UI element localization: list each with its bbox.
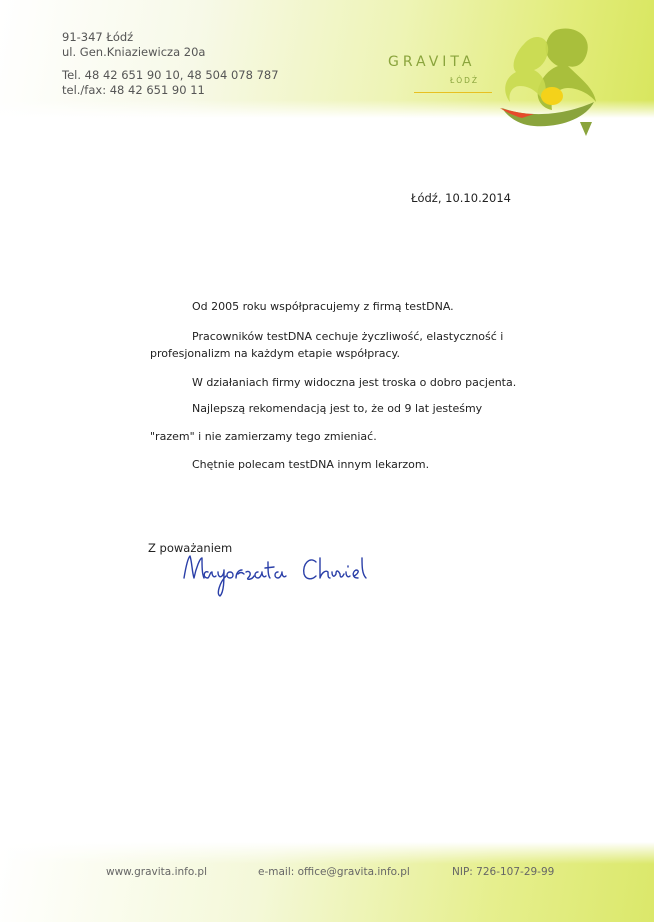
footer-website: www.gravita.info.pl xyxy=(106,866,208,878)
brand-underline xyxy=(414,92,492,93)
phone-line: Tel. 48 42 651 90 10, 48 504 078 787 xyxy=(62,68,279,82)
address-line-postal: 91-347 Łódź xyxy=(62,30,134,44)
gravita-logo-icon xyxy=(494,22,606,140)
sender-address xyxy=(62,30,279,98)
footer-email: e-mail: office@gravita.info.pl xyxy=(258,866,410,878)
brand-city: ŁÓDŹ xyxy=(450,76,480,85)
paragraph-3: W działaniach firmy widoczna jest troska o dobro pacjenta. xyxy=(192,376,517,389)
footer-nip: NIP: 726-107-29-99 xyxy=(452,866,555,878)
paragraph-2: Pracowników testDNA cechuje życzliwość, elastyczność i xyxy=(192,330,504,343)
footer-band xyxy=(0,842,654,922)
paragraph-4b: "razem" i nie zamierzamy tego zmieniać. xyxy=(150,430,377,443)
handwritten-signature xyxy=(180,548,380,600)
address-line-street: ul. Gen.Kniaziewicza 20a xyxy=(62,45,206,59)
paragraph-4: Najlepszą rekomendacją jest to, że od 9 lat jesteśmy xyxy=(192,402,483,415)
letter-date: Łódź, 10.10.2014 xyxy=(411,191,511,205)
paragraph-1: Od 2005 roku współpracujemy z firmą testDNA. xyxy=(192,300,454,313)
paragraph-5: Chętnie polecam testDNA innym lekarzom. xyxy=(192,458,430,471)
fax-line: tel./fax: 48 42 651 90 11 xyxy=(62,83,205,97)
closing: Z poważaniem xyxy=(148,541,233,555)
paragraph-2b: profesjonalizm na każdym etapie współpracy. xyxy=(150,347,400,360)
brand-name: GRAVITA xyxy=(388,54,476,70)
